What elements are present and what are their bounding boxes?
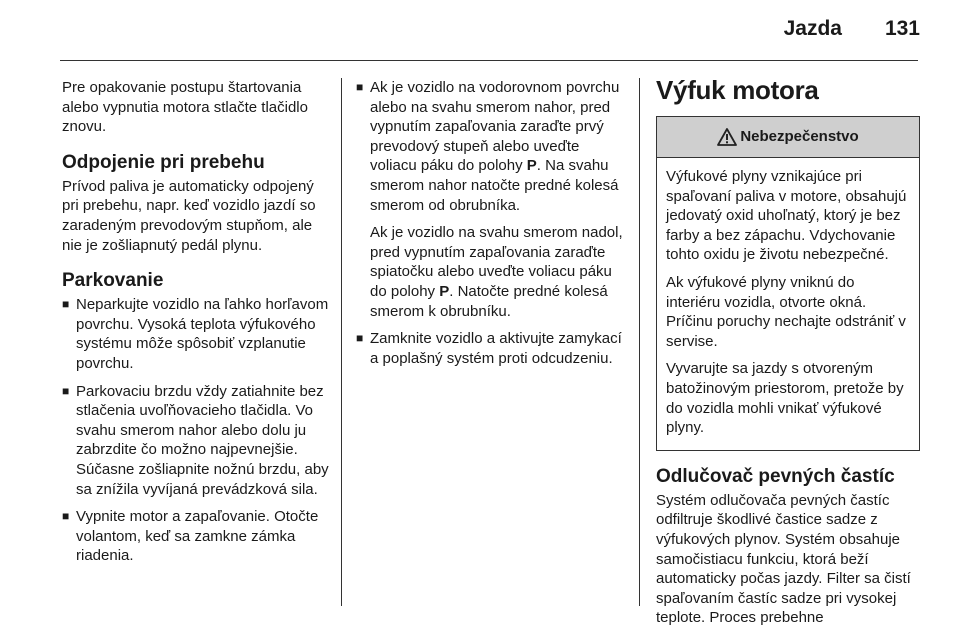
page-number: 131: [884, 17, 920, 40]
header-rule: [60, 60, 918, 61]
gear-position-p: P: [439, 282, 450, 300]
fuel-cutoff-paragraph: Prívod paliva je automaticky odpojený pri prebehu, napr. keď vozidlo jazdí so zaradeným prevodovým stupňom, ale nie je zošliapnutý pedál plynu.: [62, 177, 316, 254]
list-item-text: Parkovaciu brzdu vždy zatiahnite bez stlačenia uvoľňovacieho tlačidla. Vo svahu smerom nahor alebo dolu ju zabrzdite čo možno najpevnejšie. Súčasne zošliapnite nožnú brzdu, aby sa znížila vyvíjaná prevádzková sila.: [76, 382, 329, 498]
list-item: [62, 295, 332, 373]
slope-up-paragraph: Ak je vozidlo na vodorovnom povrchu alebo na svahu smerom nahor, pred vypnutím zapaľovania zaraďte prvý prevodový stupeň alebo uveďte voliacu páku do polohy P. Na svahu smerom nahor natočte predné kolesá smerom od obrubníka.: [370, 79, 620, 214]
section-title-exhaust: Výfuk motora: [656, 75, 819, 105]
warning-title: Nebezpečenstvo: [740, 128, 859, 146]
list-item-text: Zamknite vozidlo a aktivujte zamykací a poplašný systém proti odcudzeniu.: [370, 330, 622, 367]
column-divider: [341, 78, 342, 606]
particle-filter-paragraph: Systém odlučovača pevných častíc odfiltruje škodlivé častice sadze z výfukových plynov. Systém obsahuje samočistiacu funkciu, ktorá beží automaticky počas jazdy. Filter sa čistí spaľovaním častíc sadze pri vysokej teplote. Proces prebehne: [656, 491, 911, 627]
column-2: [356, 78, 628, 376]
intro-paragraph: Pre opakovanie postupu štartovania alebo vypnutia motora stlačte tlačidlo znovu.: [62, 79, 308, 136]
list-item-text: [370, 78, 628, 321]
warning-header: [657, 117, 919, 158]
bullet-icon: ■: [356, 331, 364, 346]
list-item: [62, 507, 332, 566]
warning-paragraph: Ak výfukové plyny vniknú do interiéru vozidla, otvorte okná. Príčinu poruchy nechajte odstrániť v servise.: [666, 273, 906, 350]
running-title: Jazda: [783, 17, 842, 40]
list-item: [62, 382, 332, 500]
warning-paragraph: Vyvarujte sa jazdy s otvoreným batožinovým priestorom, pretože by do vozidla mohli vnikať výfukové plyny.: [666, 360, 904, 437]
column-3: [656, 75, 920, 636]
warning-triangle-icon: [717, 128, 737, 146]
list-item: [356, 329, 628, 368]
bullet-icon: ■: [356, 80, 364, 94]
gear-position-p: P: [526, 157, 537, 175]
slope-down-paragraph: Ak je vozidlo na svahu smerom nadol, pred vypnutím zapaľovania zaraďte spiatočku alebo uveďte voliacu páku do polohy P. Natočte predné kolesá smerom k obrubníku.: [370, 224, 623, 320]
section-title-fuel-cutoff: Odpojenie pri prebehu: [62, 151, 265, 173]
warning-body: [657, 158, 919, 450]
list-item: [356, 78, 628, 321]
bullet-icon: ■: [62, 297, 70, 312]
column-divider: [639, 78, 640, 606]
bullet-icon: ■: [62, 509, 70, 524]
bullet-icon: ■: [62, 383, 70, 398]
list-item-text: Vypnite motor a zapaľovanie. Otočte volantom, keď sa zamkne zámka riadenia.: [76, 508, 319, 565]
warning-box: [656, 116, 920, 451]
column-1: [62, 78, 332, 574]
warning-paragraph: Výfukové plyny vznikajúce pri spaľovaní paliva v motore, obsahujú jedovatý oxid uhoľnatý, ktorý je bez farby a bez zápachu. Vdychovanie tohto oxidu je životu nebezpečné.: [666, 168, 907, 264]
list-item-text: Neparkujte vozidlo na ľahko horľavom povrchu. Vysoká teplota výfukového systému môže spôsobiť vzplanutie povrchu.: [76, 296, 329, 372]
section-title-particle-filter: Odlučovač pevných častíc: [656, 465, 895, 487]
section-title-parking: Parkovanie: [62, 270, 164, 292]
